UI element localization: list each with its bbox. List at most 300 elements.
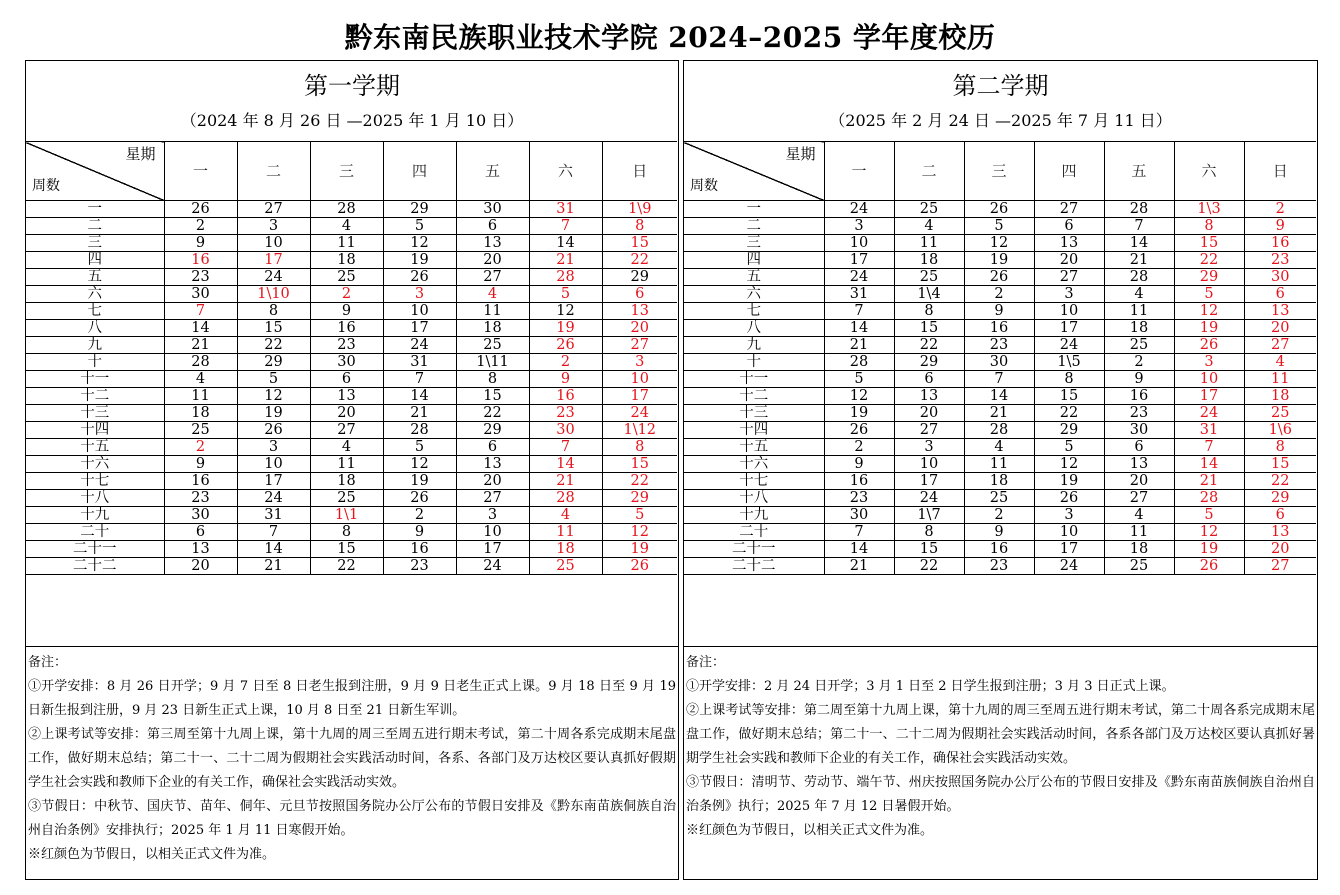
date-cell: 9 bbox=[529, 371, 602, 388]
date-cell: 22 bbox=[310, 558, 383, 575]
date-cell: 18 bbox=[164, 405, 237, 422]
date-cell: 29 bbox=[602, 269, 677, 286]
date-cell: 12 bbox=[602, 524, 677, 541]
date-cell: 24 bbox=[383, 337, 456, 354]
date-cell: 12 bbox=[237, 388, 310, 405]
date-cell: 13 bbox=[164, 541, 237, 558]
date-cell: 1\4 bbox=[894, 286, 964, 303]
date-cell: 18 bbox=[1244, 388, 1316, 405]
date-cell: 20 bbox=[1104, 473, 1174, 490]
date-cell: 20 bbox=[1244, 320, 1316, 337]
week-number-cell: 五 bbox=[684, 269, 824, 286]
date-cell: 24 bbox=[1034, 337, 1104, 354]
date-cell: 16 bbox=[824, 473, 894, 490]
date-cell: 5 bbox=[1174, 507, 1244, 524]
date-cell: 8 bbox=[602, 218, 677, 235]
week-number-cell: 二 bbox=[26, 218, 164, 235]
semester-date-range: （2024 年 8 月 26 日 —2025 年 1 月 10 日） bbox=[180, 111, 524, 130]
date-cell: 3 bbox=[894, 439, 964, 456]
week-number-header-label: 周数 bbox=[32, 178, 60, 194]
date-cell: 12 bbox=[383, 235, 456, 252]
date-cell: 15 bbox=[1174, 235, 1244, 252]
week-number-cell: 十九 bbox=[26, 507, 164, 524]
weekday-header: 三 bbox=[310, 142, 383, 201]
date-cell: 18 bbox=[894, 252, 964, 269]
date-cell: 10 bbox=[1034, 524, 1104, 541]
date-cell: 11 bbox=[164, 388, 237, 405]
notes-label: 备注： bbox=[28, 655, 68, 670]
date-cell: 31 bbox=[237, 507, 310, 524]
date-cell: 25 bbox=[1244, 405, 1316, 422]
date-cell: 12 bbox=[1034, 456, 1104, 473]
note-item: ①开学安排：2 月 24 日开学；3 月 1 日至 2 日学生报到注册；3 月 3 日正式上课。 bbox=[686, 679, 1175, 694]
date-cell: 5 bbox=[1034, 439, 1104, 456]
date-cell: 9 bbox=[1104, 371, 1174, 388]
header-diagonal-cell bbox=[26, 142, 164, 201]
date-cell: 19 bbox=[1034, 473, 1104, 490]
date-cell: 11 bbox=[1244, 371, 1316, 388]
date-cell: 2 bbox=[164, 439, 237, 456]
date-cell: 4 bbox=[456, 286, 529, 303]
week-row bbox=[26, 303, 677, 320]
week-number-cell: 十六 bbox=[684, 456, 824, 473]
week-row bbox=[684, 558, 1316, 575]
date-cell: 28 bbox=[529, 269, 602, 286]
date-cell: 29 bbox=[894, 354, 964, 371]
week-number-cell: 六 bbox=[26, 286, 164, 303]
date-cell: 13 bbox=[1244, 303, 1316, 320]
date-cell: 26 bbox=[964, 269, 1034, 286]
date-cell: 30 bbox=[164, 507, 237, 524]
date-cell: 9 bbox=[310, 303, 383, 320]
week-row bbox=[684, 235, 1316, 252]
date-cell: 25 bbox=[894, 269, 964, 286]
date-cell: 27 bbox=[456, 490, 529, 507]
date-cell: 27 bbox=[456, 269, 529, 286]
date-cell: 5 bbox=[602, 507, 677, 524]
date-cell: 6 bbox=[602, 286, 677, 303]
date-cell: 15 bbox=[894, 320, 964, 337]
week-number-cell: 十三 bbox=[684, 405, 824, 422]
week-number-cell: 十四 bbox=[684, 422, 824, 439]
date-cell: 21 bbox=[237, 558, 310, 575]
week-row bbox=[26, 337, 677, 354]
date-cell: 28 bbox=[1104, 201, 1174, 218]
weekday-header: 五 bbox=[1104, 142, 1174, 201]
date-cell: 8 bbox=[1034, 371, 1104, 388]
date-cell: 14 bbox=[164, 320, 237, 337]
date-cell: 7 bbox=[529, 218, 602, 235]
date-cell: 9 bbox=[964, 303, 1034, 320]
date-cell: 3 bbox=[237, 439, 310, 456]
date-cell: 3 bbox=[383, 286, 456, 303]
week-row bbox=[684, 490, 1316, 507]
week-row bbox=[26, 558, 677, 575]
date-cell: 28 bbox=[164, 354, 237, 371]
date-cell: 21 bbox=[164, 337, 237, 354]
week-number-cell: 十三 bbox=[26, 405, 164, 422]
date-cell: 17 bbox=[237, 252, 310, 269]
date-cell: 5 bbox=[383, 439, 456, 456]
notes-label: 备注： bbox=[686, 655, 726, 670]
date-cell: 4 bbox=[894, 218, 964, 235]
date-cell: 15 bbox=[602, 456, 677, 473]
date-cell: 17 bbox=[894, 473, 964, 490]
date-cell: 3 bbox=[1034, 286, 1104, 303]
date-cell: 5 bbox=[964, 218, 1034, 235]
date-cell: 13 bbox=[456, 456, 529, 473]
week-number-cell: 七 bbox=[26, 303, 164, 320]
header-diagonal-cell bbox=[684, 142, 824, 201]
date-cell: 29 bbox=[383, 201, 456, 218]
week-number-cell: 四 bbox=[684, 252, 824, 269]
date-cell: 9 bbox=[164, 456, 237, 473]
week-row bbox=[684, 388, 1316, 405]
week-row bbox=[26, 371, 677, 388]
date-cell: 12 bbox=[1174, 524, 1244, 541]
date-cell: 18 bbox=[1104, 541, 1174, 558]
week-number-cell: 十 bbox=[26, 354, 164, 371]
date-cell: 19 bbox=[383, 252, 456, 269]
date-cell: 12 bbox=[964, 235, 1034, 252]
date-cell: 3 bbox=[1034, 507, 1104, 524]
date-cell: 28 bbox=[824, 354, 894, 371]
date-cell: 1\10 bbox=[237, 286, 310, 303]
date-cell: 10 bbox=[383, 303, 456, 320]
date-cell: 21 bbox=[824, 337, 894, 354]
date-cell: 18 bbox=[456, 320, 529, 337]
date-cell: 15 bbox=[237, 320, 310, 337]
date-cell: 16 bbox=[964, 541, 1034, 558]
date-cell: 11 bbox=[529, 524, 602, 541]
weekday-header: 二 bbox=[237, 142, 310, 201]
date-cell: 4 bbox=[964, 439, 1034, 456]
date-cell: 23 bbox=[164, 490, 237, 507]
date-cell: 17 bbox=[1034, 541, 1104, 558]
date-cell: 28 bbox=[1104, 269, 1174, 286]
date-cell: 10 bbox=[237, 235, 310, 252]
date-cell: 18 bbox=[1104, 320, 1174, 337]
date-cell: 4 bbox=[310, 218, 383, 235]
date-cell: 26 bbox=[1174, 558, 1244, 575]
date-cell: 8 bbox=[894, 524, 964, 541]
date-cell: 24 bbox=[237, 269, 310, 286]
date-cell: 26 bbox=[824, 422, 894, 439]
date-cell: 23 bbox=[964, 337, 1034, 354]
date-cell: 25 bbox=[1104, 337, 1174, 354]
date-cell: 22 bbox=[1034, 405, 1104, 422]
date-cell: 5 bbox=[1174, 286, 1244, 303]
date-cell: 23 bbox=[1104, 405, 1174, 422]
week-row bbox=[26, 422, 677, 439]
week-number-cell: 十二 bbox=[26, 388, 164, 405]
date-cell: 16 bbox=[1244, 235, 1316, 252]
date-cell: 1\3 bbox=[1174, 201, 1244, 218]
date-cell: 27 bbox=[1244, 558, 1316, 575]
date-cell: 29 bbox=[1174, 269, 1244, 286]
date-cell: 11 bbox=[1104, 303, 1174, 320]
date-cell: 17 bbox=[456, 541, 529, 558]
date-cell: 21 bbox=[1104, 252, 1174, 269]
week-row bbox=[26, 388, 677, 405]
date-cell: 7 bbox=[964, 371, 1034, 388]
date-cell: 15 bbox=[894, 541, 964, 558]
date-cell: 2 bbox=[529, 354, 602, 371]
week-row bbox=[684, 286, 1316, 303]
date-cell: 30 bbox=[824, 507, 894, 524]
semester-panel-1 bbox=[25, 60, 679, 880]
date-cell: 6 bbox=[1104, 439, 1174, 456]
week-number-cell: 十一 bbox=[684, 371, 824, 388]
date-cell: 28 bbox=[383, 422, 456, 439]
week-row bbox=[684, 541, 1316, 558]
date-cell: 7 bbox=[237, 524, 310, 541]
date-cell: 25 bbox=[894, 201, 964, 218]
date-cell: 27 bbox=[1034, 269, 1104, 286]
date-cell: 1\11 bbox=[456, 354, 529, 371]
weekday-header: 一 bbox=[164, 142, 237, 201]
week-number-cell: 九 bbox=[26, 337, 164, 354]
date-cell: 16 bbox=[964, 320, 1034, 337]
date-cell: 12 bbox=[383, 456, 456, 473]
date-cell: 29 bbox=[602, 490, 677, 507]
date-cell: 23 bbox=[529, 405, 602, 422]
week-row bbox=[684, 337, 1316, 354]
date-cell: 11 bbox=[310, 235, 383, 252]
date-cell: 10 bbox=[456, 524, 529, 541]
date-cell: 19 bbox=[383, 473, 456, 490]
week-number-cell: 二十二 bbox=[26, 558, 164, 575]
week-number-cell: 二十二 bbox=[684, 558, 824, 575]
date-cell: 16 bbox=[1104, 388, 1174, 405]
date-cell: 23 bbox=[310, 337, 383, 354]
date-cell: 14 bbox=[529, 456, 602, 473]
week-number-cell: 一 bbox=[684, 201, 824, 218]
date-cell: 6 bbox=[1244, 507, 1316, 524]
date-cell: 30 bbox=[1244, 269, 1316, 286]
date-cell: 4 bbox=[1244, 354, 1316, 371]
date-cell: 10 bbox=[894, 456, 964, 473]
calendar-table bbox=[684, 141, 1316, 575]
date-cell: 8 bbox=[310, 524, 383, 541]
date-cell: 15 bbox=[602, 235, 677, 252]
weekday-header-label: 星期 bbox=[125, 145, 156, 163]
date-cell: 7 bbox=[529, 439, 602, 456]
date-cell: 16 bbox=[383, 541, 456, 558]
week-row bbox=[26, 541, 677, 558]
week-number-cell: 五 bbox=[26, 269, 164, 286]
date-cell: 23 bbox=[383, 558, 456, 575]
date-cell: 16 bbox=[164, 252, 237, 269]
date-cell: 19 bbox=[824, 405, 894, 422]
date-cell: 8 bbox=[602, 439, 677, 456]
date-cell: 31 bbox=[383, 354, 456, 371]
date-cell: 25 bbox=[310, 490, 383, 507]
note-item: ③节假日：清明节、劳动节、端午节、州庆按照国务院办公厅公布的节假日安排及《黔东南苗族侗族自治州自治条例》执行；2025 年 7 月 12 日暑假开始。 bbox=[686, 775, 1315, 814]
week-number-cell: 十九 bbox=[684, 507, 824, 524]
weekday-header: 五 bbox=[456, 142, 529, 201]
date-cell: 18 bbox=[529, 541, 602, 558]
date-cell: 1\6 bbox=[1244, 422, 1316, 439]
date-cell: 6 bbox=[164, 524, 237, 541]
week-row bbox=[684, 405, 1316, 422]
date-cell: 13 bbox=[894, 388, 964, 405]
date-cell: 30 bbox=[964, 354, 1034, 371]
header-row bbox=[684, 142, 1316, 201]
date-cell: 30 bbox=[1104, 422, 1174, 439]
date-cell: 27 bbox=[237, 201, 310, 218]
note-item: ※红颜色为节假日，以相关正式文件为准。 bbox=[28, 847, 276, 862]
date-cell: 21 bbox=[529, 252, 602, 269]
week-number-cell: 十八 bbox=[26, 490, 164, 507]
date-cell: 28 bbox=[310, 201, 383, 218]
week-row bbox=[26, 490, 677, 507]
week-row bbox=[684, 269, 1316, 286]
date-cell: 23 bbox=[1244, 252, 1316, 269]
week-row bbox=[26, 439, 677, 456]
week-row bbox=[26, 235, 677, 252]
week-row bbox=[26, 252, 677, 269]
date-cell: 6 bbox=[310, 371, 383, 388]
date-cell: 3 bbox=[1174, 354, 1244, 371]
date-cell: 14 bbox=[1174, 456, 1244, 473]
date-cell: 24 bbox=[824, 269, 894, 286]
date-cell: 19 bbox=[602, 541, 677, 558]
date-cell: 2 bbox=[1104, 354, 1174, 371]
date-cell: 17 bbox=[602, 388, 677, 405]
date-cell: 22 bbox=[1244, 473, 1316, 490]
date-cell: 6 bbox=[1244, 286, 1316, 303]
date-cell: 24 bbox=[602, 405, 677, 422]
date-cell: 24 bbox=[1174, 405, 1244, 422]
week-number-cell: 七 bbox=[684, 303, 824, 320]
week-number-cell: 九 bbox=[684, 337, 824, 354]
date-cell: 5 bbox=[383, 218, 456, 235]
date-cell: 26 bbox=[164, 201, 237, 218]
date-cell: 25 bbox=[310, 269, 383, 286]
date-cell: 14 bbox=[383, 388, 456, 405]
date-cell: 29 bbox=[1034, 422, 1104, 439]
date-cell: 6 bbox=[456, 218, 529, 235]
week-row bbox=[684, 303, 1316, 320]
week-row bbox=[26, 456, 677, 473]
date-cell: 8 bbox=[1244, 439, 1316, 456]
weekday-header: 日 bbox=[602, 142, 677, 201]
week-number-cell: 三 bbox=[26, 235, 164, 252]
week-number-cell: 二十一 bbox=[26, 541, 164, 558]
date-cell: 24 bbox=[237, 490, 310, 507]
date-cell: 20 bbox=[164, 558, 237, 575]
week-row bbox=[26, 473, 677, 490]
date-cell: 16 bbox=[529, 388, 602, 405]
date-cell: 24 bbox=[824, 201, 894, 218]
date-cell: 9 bbox=[824, 456, 894, 473]
header-row bbox=[26, 142, 677, 201]
weekday-header-label: 星期 bbox=[785, 145, 816, 163]
date-cell: 20 bbox=[894, 405, 964, 422]
date-cell: 5 bbox=[824, 371, 894, 388]
week-row bbox=[684, 354, 1316, 371]
date-cell: 3 bbox=[824, 218, 894, 235]
date-cell: 2 bbox=[964, 507, 1034, 524]
date-cell: 22 bbox=[894, 558, 964, 575]
week-row bbox=[26, 405, 677, 422]
date-cell: 14 bbox=[964, 388, 1034, 405]
date-cell: 19 bbox=[1174, 541, 1244, 558]
note-item: ②上课考试等安排：第三周至第十九周上课，第十九周的周三至周五进行期末考试，第二十周各系完成期末尾盘工作，做好期末总结；第二十一、二十二周为假期社会实践活动时间，各系、各部门及万达校区要认真抓好假期学生社会实践和教师下企业的有关工作，确保社会实践活动实效。 bbox=[28, 727, 676, 790]
week-number-cell: 十八 bbox=[684, 490, 824, 507]
weekday-header: 四 bbox=[1034, 142, 1104, 201]
date-cell: 20 bbox=[456, 252, 529, 269]
date-cell: 14 bbox=[824, 541, 894, 558]
weekday-header: 二 bbox=[894, 142, 964, 201]
date-cell: 7 bbox=[824, 303, 894, 320]
date-cell: 23 bbox=[964, 558, 1034, 575]
week-number-cell: 二十 bbox=[26, 524, 164, 541]
date-cell: 1\12 bbox=[602, 422, 677, 439]
date-cell: 29 bbox=[1244, 490, 1316, 507]
date-cell: 12 bbox=[529, 303, 602, 320]
date-cell: 26 bbox=[383, 490, 456, 507]
week-number-cell: 二十 bbox=[684, 524, 824, 541]
date-cell: 20 bbox=[456, 473, 529, 490]
date-cell: 24 bbox=[1034, 558, 1104, 575]
date-cell: 22 bbox=[602, 473, 677, 490]
date-cell: 23 bbox=[824, 490, 894, 507]
date-cell: 10 bbox=[1174, 371, 1244, 388]
week-number-cell: 十 bbox=[684, 354, 824, 371]
date-cell: 1\9 bbox=[602, 201, 677, 218]
week-number-cell: 二 bbox=[684, 218, 824, 235]
week-row bbox=[26, 507, 677, 524]
date-cell: 25 bbox=[456, 337, 529, 354]
date-cell: 29 bbox=[456, 422, 529, 439]
note-item: ①开学安排：8 月 26 日开学；9 月 7 日至 8 日老生报到注册，9 月 9 日老生正式上课。9 月 18 日至 9 月 19 日新生报到注册，9 月 23 日新生正式上课，10 月 8 日至 21 日新生军训。 bbox=[28, 679, 676, 718]
note-item: ②上课考试等安排：第二周至第十九周上课，第十九周的周三至周五进行期末考试，第二十周各系完成期末尾盘工作，做好期末总结；第二十一、二十二周为假期社会实践活动时间，各系各部门及万达校区要认真抓好暑期学生社会实践和教师下企业的有关工作，确保社会实践活动实效。 bbox=[686, 703, 1315, 766]
date-cell: 13 bbox=[1104, 456, 1174, 473]
date-cell: 2 bbox=[310, 286, 383, 303]
date-cell: 19 bbox=[1174, 320, 1244, 337]
date-cell: 4 bbox=[1104, 507, 1174, 524]
date-cell: 22 bbox=[456, 405, 529, 422]
week-row bbox=[684, 371, 1316, 388]
date-cell: 2 bbox=[964, 286, 1034, 303]
date-cell: 25 bbox=[529, 558, 602, 575]
date-cell: 17 bbox=[824, 252, 894, 269]
date-cell: 16 bbox=[164, 473, 237, 490]
week-number-cell: 三 bbox=[684, 235, 824, 252]
week-row bbox=[684, 524, 1316, 541]
week-row bbox=[684, 320, 1316, 337]
date-cell: 10 bbox=[237, 456, 310, 473]
week-row bbox=[684, 252, 1316, 269]
date-cell: 8 bbox=[237, 303, 310, 320]
date-cell: 30 bbox=[529, 422, 602, 439]
date-cell: 14 bbox=[237, 541, 310, 558]
calendar-table bbox=[26, 141, 677, 575]
date-cell: 27 bbox=[1104, 490, 1174, 507]
date-cell: 17 bbox=[1174, 388, 1244, 405]
date-cell: 25 bbox=[964, 490, 1034, 507]
week-number-cell: 八 bbox=[684, 320, 824, 337]
date-cell: 17 bbox=[237, 473, 310, 490]
week-number-cell: 六 bbox=[684, 286, 824, 303]
week-number-cell: 十五 bbox=[684, 439, 824, 456]
date-cell: 8 bbox=[456, 371, 529, 388]
semester-title: 第二学期 bbox=[952, 72, 1049, 100]
week-row bbox=[26, 286, 677, 303]
week-number-cell: 二十一 bbox=[684, 541, 824, 558]
